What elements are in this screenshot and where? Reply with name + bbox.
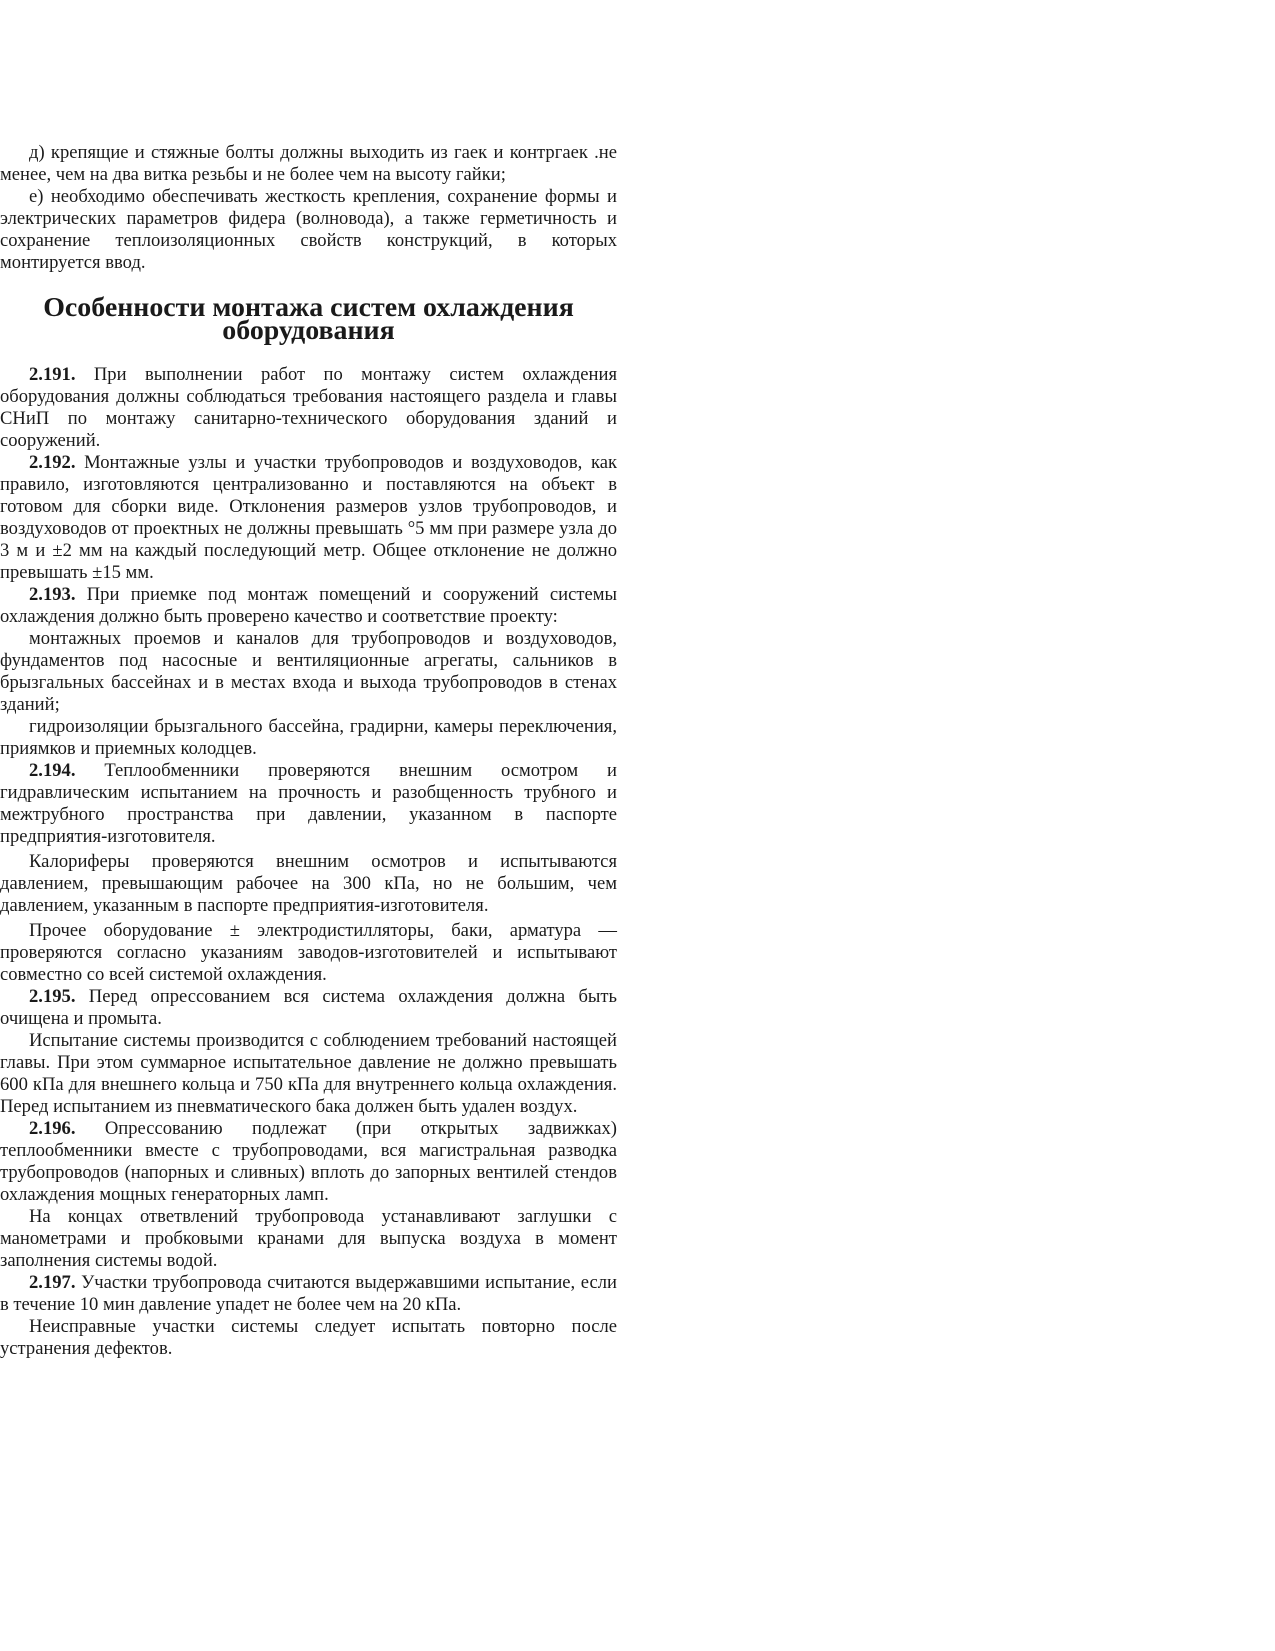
clause-number: 2.194. bbox=[29, 760, 76, 781]
clause-number: 2.195. bbox=[29, 986, 76, 1007]
clause-2-197-paragraph-1: Неисправные участки системы следует испытать повторно после устранения дефектов. bbox=[0, 1316, 617, 1359]
clause-text: При приемке под монтаж помещений и сооружений системы охлаждения должно быть проверено качество и соответствие проекту: bbox=[0, 584, 617, 627]
clause-text: Монтажные узлы и участки трубопроводов и воздуховодов, как правило, изготовляются централизованно и поставляются на объект в готовом для сборки виде. Отклонения размеров узлов трубопроводов, и воздуховодов от проектных не должны превышать °5 мм при размере узла до 3 м и ±2 мм на каждый последующий метр. Общее отклонение не должно превышать ±15 мм. bbox=[0, 452, 617, 583]
clause-2-195-paragraph-1: Испытание системы производится с соблюдением требований настоящей главы. При этом суммарное испытательное давление не должно превышать 600 кПа для внешнего кольца и 750 кПа для внутреннего кольца охлаждения. Перед испытанием из пневматического бака должен быть удален воздух. bbox=[0, 1030, 617, 1117]
clause-2-193 bbox=[0, 584, 617, 628]
clause-2-194 bbox=[0, 760, 617, 848]
clause-2-196 bbox=[0, 1118, 617, 1206]
section-heading-line-1: Особенности монтажа систем охлаждения bbox=[43, 292, 574, 323]
clause-2-194-paragraph-1: Калориферы проверяются внешним осмотров и испытываются давлением, превышающим рабочее на 300 кПа, но не большим, чем давлением, указанным в паспорте предприятия-изготовителя. bbox=[0, 851, 617, 916]
clause-text: Участки трубопровода считаются выдержавшими испытание, если в течение 10 мин давление упадет не более чем на 20 кПа. bbox=[0, 1272, 617, 1315]
section-heading bbox=[0, 274, 617, 364]
clause-2-192 bbox=[0, 452, 617, 584]
clause-text: Опрессованию подлежат (при открытых задвижках) теплообменники вместе с трубопроводами, вся магистральная разводка трубопроводов (напорных и сливных) вплоть до запорных вентилей стендов охлаждения мощных генераторных ламп. bbox=[0, 1118, 617, 1205]
section-heading-line-2: оборудования bbox=[222, 315, 395, 346]
clause-text: Перед опрессованием вся система охлаждения должна быть очищена и промыта. bbox=[0, 986, 617, 1029]
clause-2-194-paragraph-2: Прочее оборудование ± электродистилляторы, баки, арматура — проверяются согласно указаниям заводов-изготовителей и испытывают совместно со всей системой охлаждения. bbox=[0, 920, 617, 985]
clause-text: Теплообменники проверяются внешним осмотром и гидравлическим испытанием на прочность и разобщенность трубного и межтрубного пространства при давлении, указанном в паспорте предприятия-изготовителя. bbox=[0, 760, 617, 847]
clause-2-195 bbox=[0, 986, 617, 1030]
clause-number: 2.197. bbox=[29, 1272, 76, 1293]
clause-2-197 bbox=[0, 1272, 617, 1316]
paragraph-d: д) крепящие и стяжные болты должны выходить из гаек и контргаек .не менее, чем на два витка резьбы и не более чем на высоту гайки; bbox=[0, 142, 617, 185]
clause-number: 2.193. bbox=[29, 584, 76, 605]
document-page bbox=[0, 142, 617, 1360]
clause-number: 2.192. bbox=[29, 452, 76, 473]
clause-2-196-paragraph-1: На концах ответвлений трубопровода устанавливают заглушки с манометрами и пробковыми кранами для выпуска воздуха в момент заполнения системы водой. bbox=[0, 1206, 617, 1271]
clause-text: При выполнении работ по монтажу систем охлаждения оборудования должны соблюдаться требования настоящего раздела и главы СНиП по монтажу санитарно-технического оборудования зданий и сооружений. bbox=[0, 364, 617, 451]
clause-2-191 bbox=[0, 364, 617, 452]
clause-2-193-item-2: гидроизоляции брызгального бассейна, градирни, камеры переключения, приямков и приемных колодцев. bbox=[0, 716, 617, 759]
clause-number: 2.191. bbox=[29, 364, 76, 385]
paragraph-e: е) необходимо обеспечивать жесткость крепления, сохранение формы и электрических параметров фидера (волновода), а также герметичность и сохранение теплоизоляционных свойств конструкций, в которых монтируется ввод. bbox=[0, 186, 617, 273]
clause-2-193-item-1: монтажных проемов и каналов для трубопроводов и воздуховодов, фундаментов под насосные и вентиляционные агрегаты, сальников в брызгальных бассейнах и в местах входа и выхода трубопроводов в стенах зданий; bbox=[0, 628, 617, 715]
clause-number: 2.196. bbox=[29, 1118, 76, 1139]
